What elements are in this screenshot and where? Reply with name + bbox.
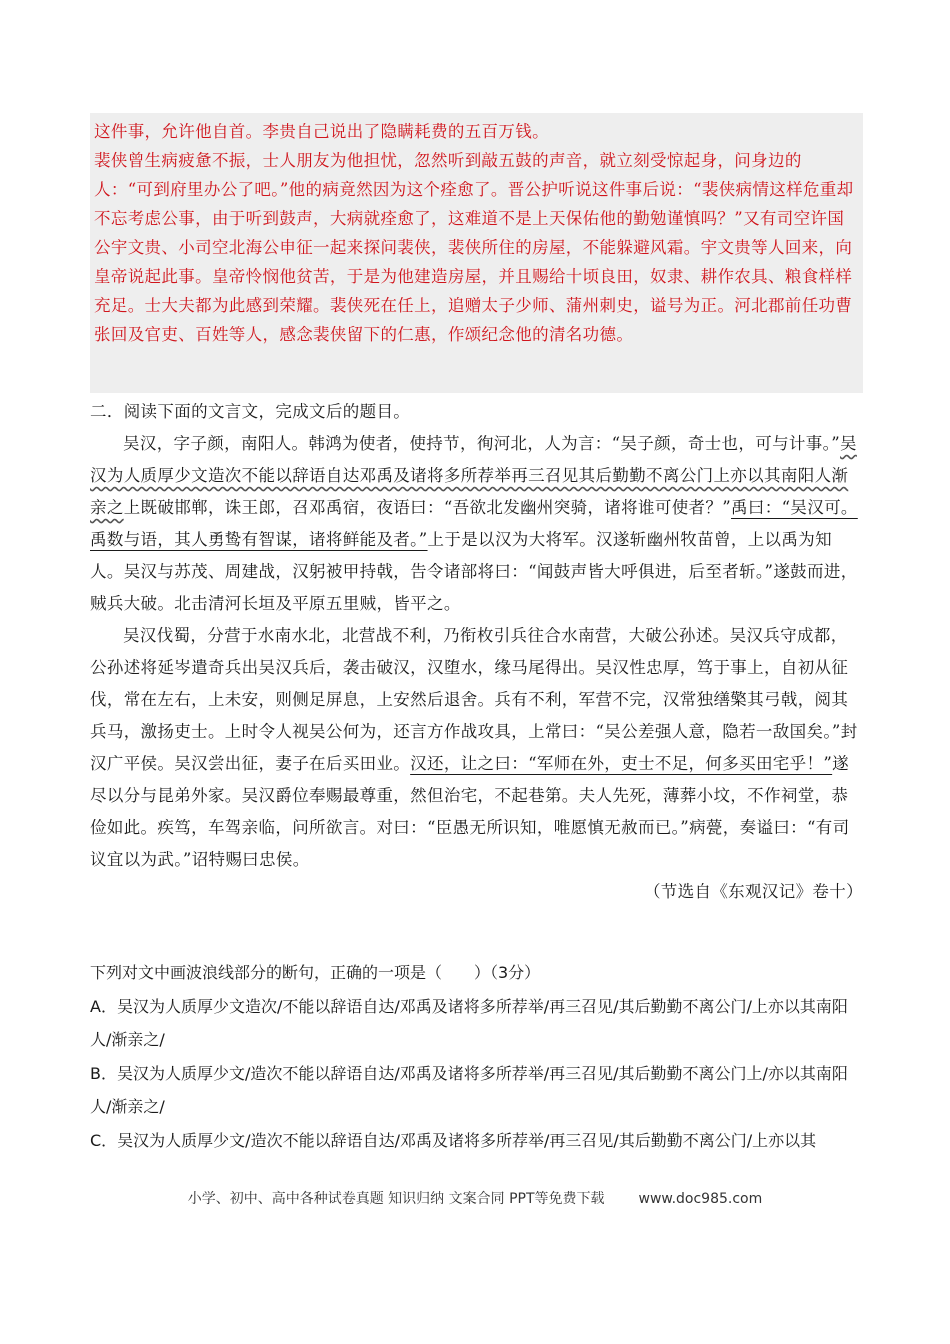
- question-stem: 下列对文中画波浪线部分的断句，正确的一项是（ ）（3分）: [90, 963, 541, 982]
- translation-answer-box: [90, 113, 863, 393]
- page-footer: [0, 1188, 950, 1208]
- footer-text: 小学、初中、高中各种试卷真题 知识归纳 文案合同 PPT等免费下载: [187, 1191, 605, 1207]
- passage-text: 吴汉伐蜀，分营于水南水北，北营战不利，乃衔枚引兵往合水南营，大破公孙述。吴汉兵守成都，公孙述将延岑遣奇兵出吴汉兵后，袭击破汉，汉堕水，缘马尾得出。吴汉性忠厚，笃于事上，自初从征伐，常在左右，上未安，则侧足屏息，上安然后退舍。兵有不利，军营不完，汉常独缮檠其弓戟，阅其兵马，激扬吏士。上时令人视吴公何为，还言方作战攻具，上常曰：“吴公差强人意，隐若一敌国矣。”封汉广平侯。吴汉尝出征，妻子在后买田业。: [90, 626, 858, 773]
- underlined-sentence: 汉还，让之曰：“军师在外，吏士不足，何多买田宅乎！”: [410, 754, 833, 773]
- option-b: B．吴汉为人质厚少文/造次不能以辞语自达/邓禹及诸将多所荐举/再三召见/其后勤勤不离公门上/亦以其南阳人/渐亲之/: [90, 1063, 848, 1116]
- translation-line: 这件事，允许他自首。李贵自己说出了隐瞒耗费的五百万钱。: [94, 122, 549, 141]
- question-block: [90, 956, 863, 1157]
- passage-text: 上于是以汉为大将军。汉遂斩幽州牧苗曾，上以禹为知人。吴汉与苏茂、周建战，汉躬被甲持戟，告令诸部将曰：“闻鼓声皆大呼俱进，后至者斩。”遂鼓而进，贼兵大破。北击清河长垣及平原五里贼，皆平之。: [90, 530, 858, 613]
- passage-text: 遂尽以分与昆弟外家。吴汉爵位奉赐最尊重，然但治宅，不起巷第。夫人先死，薄葬小坟，不作祠堂，恭俭如此。疾笃，车驾亲临，问所欲言。对曰：“臣愚无所识知，唯愿慎无赦而已。”病甍，奏谥曰：“有司议宜以为武。”诏特赐曰忠侯。: [90, 754, 850, 869]
- source-citation: （节选自《东观汉记》卷十）: [643, 882, 863, 901]
- passage-paragraph-2: [90, 620, 863, 876]
- translation-paragraph: 裴侠曾生病疲惫不振，士人朋友为他担忧，忽然听到敲五鼓的声音，就立刻受惊起身，问身边的人：“可到府里办公了吧。”他的病竟然因为这个痊愈了。晋公护听说这件事后说：“裴侠病情这样危重却不忘考虑公事，由于听到鼓声，大病就痊愈了，这难道不是上天保佑他的勤勉谨慎吗？”又有司空许国公宇文贵、小司空北海公申征一起来探问裴侠，裴侠所住的房屋，不能躲避风霜。宇文贵等人回来，向皇帝说起此事。皇帝怜悯他贫苦，于是为他建造房屋，并且赐给十顷良田，奴隶、耕作农具、粮食样样充足。士大夫都为此感到荣耀。裴侠死在任上，追赠太子少师、蒲州刺史，谥号为正。河北郡前任功曹张回及官吏、百姓等人，感念裴侠留下的仁惠，作颂纪念他的清名功德。: [94, 151, 854, 344]
- option-a: A．吴汉为人质厚少文造次/不能以辞语自达/邓禹及诸将多所荐举/再三召见/其后勤勤不离公门/上亦以其南阳人/渐亲之/: [90, 996, 848, 1049]
- footer-site: www.doc985.com: [638, 1191, 763, 1207]
- underlined-sentence: 禹曰：“吴汉可。禹数与语，其人勇鸷有智谋，诸将鲜能及者。”: [90, 498, 858, 549]
- passage-text: 上既破邯郸，诛王郎，召邓禹宿，夜语曰：“吾欲北发幽州突骑，诸将谁可使者？”: [123, 498, 732, 517]
- wavy-underlined-text: 吴汉为人质厚少文造次不能以辞语自达邓禹及诸将多所荐举再三召见其后勤勤不离公门上亦以其南阳人渐亲之: [90, 434, 857, 517]
- section-heading: 二．阅读下面的文言文，完成文后的题目。: [90, 402, 411, 421]
- passage-paragraph-1: [90, 428, 863, 620]
- reading-passage: [90, 396, 863, 908]
- option-c: C．吴汉为人质厚少文/造次不能以辞语自达/邓禹及诸将多所荐举/再三召见/其后勤勤不离公门/上亦以其: [90, 1130, 817, 1150]
- passage-text: 吴汉，字子颜，南阳人。韩鸿为使者，使持节，徇河北，人为言：“吴子颜，奇士也，可与计事。”: [123, 434, 841, 453]
